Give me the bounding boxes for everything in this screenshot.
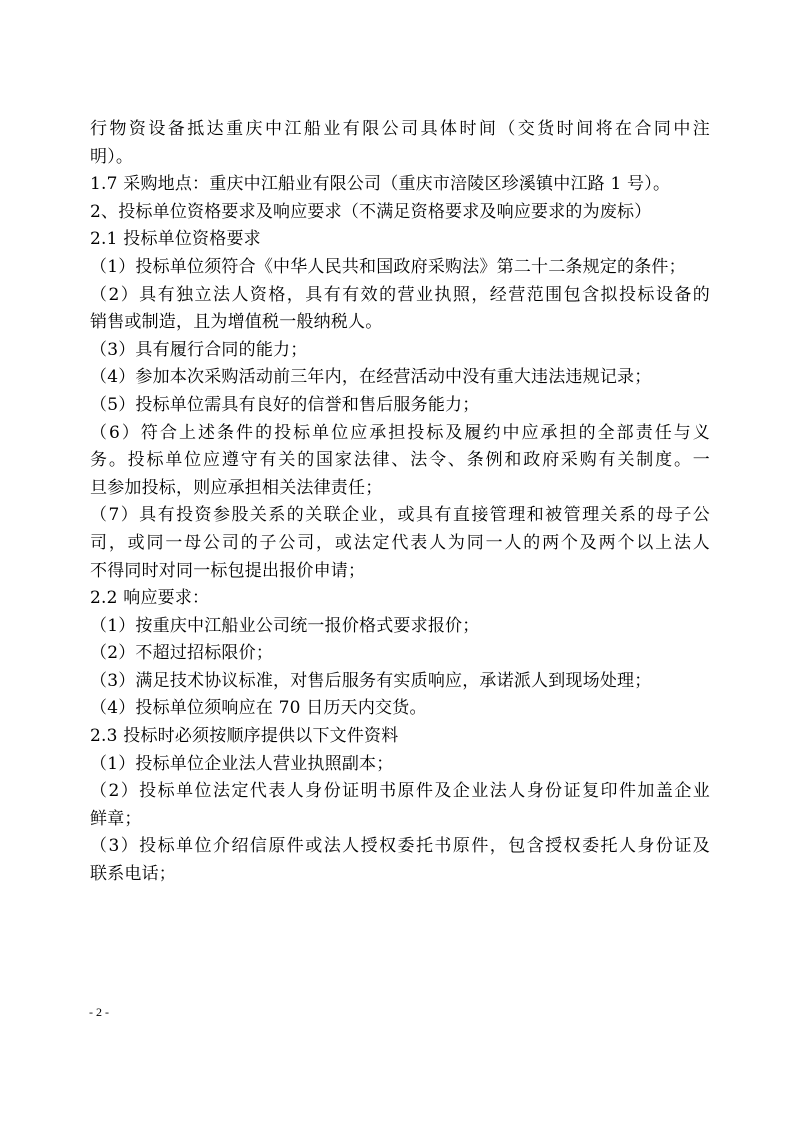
text-line: 2、投标单位资格要求及响应要求（不满足资格要求及响应要求的为废标）	[90, 201, 652, 222]
text-line: （2）具有独立法人资格，具有有效的营业执照，经营范围包含拟投标设备的	[90, 284, 710, 305]
text-line: 旦参加投标，则应承担相关法律责任；	[90, 477, 383, 498]
text-line: （2）投标单位法定代表人身份证明书原件及企业法人身份证复印件加盖企业	[90, 781, 710, 802]
text-line: 销售或制造，且为增值税一般纳税人。	[90, 312, 383, 333]
text-line: 鲜章；	[90, 808, 142, 829]
text-line: 司，或同一母公司的子公司，或法定代表人为同一人的两个及两个以上法人	[90, 532, 710, 553]
text-line: （7）具有投资参股关系的关联企业，或具有直接管理和被管理关系的母子公	[90, 505, 710, 526]
text-line: （1）按重庆中江船业公司统一报价格式要求报价；	[90, 615, 480, 636]
text-line: （2）不超过招标限价；	[90, 643, 274, 664]
document-body	[90, 116, 710, 889]
text-line: 行物资设备抵达重庆中江船业有限公司具体时间（交货时间将在合同中注	[90, 119, 710, 139]
section-heading: 2.2 响应要求：	[90, 588, 210, 609]
text-line: （3）具有履行合同的能力；	[90, 339, 308, 360]
text-line: （4）参加本次采购活动前三年内，在经营活动中没有重大违法违规记录；	[90, 367, 652, 388]
text-line: 联系电话；	[90, 864, 176, 885]
text-line: 明）。	[90, 146, 134, 167]
text-line: （1）投标单位企业法人营业执照副本；	[90, 753, 394, 774]
text-line: 务。投标单位应遵守有关的国家法律、法令、条例和政府采购有关制度。一	[90, 450, 710, 471]
text-line: （6）符合上述条件的投标单位应承担投标及履约中应承担的全部责任与义	[90, 422, 710, 443]
text-line: （3）满足技术协议标准，对售后服务有实质响应，承诺派人到现场处理；	[90, 670, 652, 691]
section-heading: 2.1 投标单位资格要求	[90, 229, 261, 250]
text-line: （3）投标单位介绍信原件或法人授权委托书原件，包含授权委托人身份证及	[90, 836, 710, 857]
text-line: 1.7 采购地点：重庆中江船业有限公司（重庆市涪陵区珍溪镇中江路 1 号）。	[90, 174, 671, 195]
text-line: （5）投标单位需具有良好的信誉和售后服务能力；	[90, 394, 480, 415]
text-line: （4）投标单位须响应在 70 日历天内交货。	[90, 698, 427, 719]
text-line: 不得同时对同一标包提出报价申请；	[90, 560, 366, 581]
section-heading: 2.3 投标时必须按顺序提供以下文件资料	[90, 726, 399, 747]
page-number: - 2 -	[89, 1005, 109, 1019]
text-line: （1）投标单位须符合《中华人民共和国政府采购法》第二十二条规定的条件；	[90, 256, 686, 277]
